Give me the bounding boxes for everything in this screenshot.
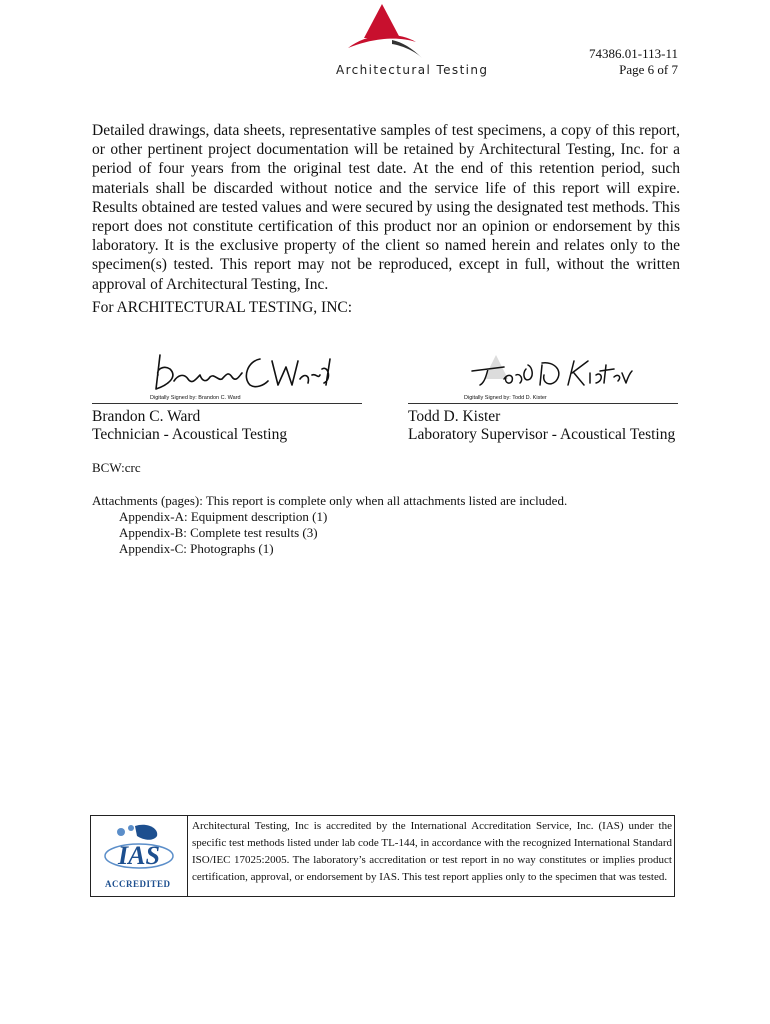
header-meta xyxy=(589,46,678,78)
attachments-section xyxy=(92,493,567,557)
company-name: Architectural Testing xyxy=(336,63,489,77)
report-number: 74386.01-113-11 xyxy=(589,46,678,61)
digital-signature-label: Digitally Signed by: Brandon C. Ward xyxy=(150,395,241,401)
signer-name: Brandon C. Ward xyxy=(92,408,201,425)
logo-swoosh-dark xyxy=(392,40,422,58)
handwritten-signature xyxy=(92,345,362,395)
ias-logo xyxy=(91,816,188,896)
page-indicator: Page 6 of 7 xyxy=(619,62,678,77)
signer-name: Todd D. Kister xyxy=(408,408,501,425)
accreditation-box xyxy=(90,815,675,897)
ias-logo-text: IAS xyxy=(118,841,160,870)
accreditation-statement: Architectural Testing, Inc is accredited by the International Accreditation Service, Inc. (IAS) under the specific test methods listed under lab code TL-144, in accordance with the recognized International Standard ISO/IEC 17025:2005. The laboratory’s accreditation or test report in no way constitutes or implies product certification, approval, or endorsement by IAS. This test report applies only to the specimen that was tested. xyxy=(192,820,672,883)
attachments-intro: Attachments (pages): This report is complete only when all attachments listed are included. xyxy=(92,493,568,508)
signature-area xyxy=(408,345,678,404)
digital-signature-label: Digitally Signed by: Todd D. Kister xyxy=(464,395,547,401)
appendix-item: Appendix-A: Equipment description (1) xyxy=(119,509,328,524)
signature-area xyxy=(92,345,362,404)
handwritten-signature xyxy=(408,345,678,395)
ias-logo-mark xyxy=(91,816,187,878)
signer-title: Laboratory Supervisor - Acoustical Testing xyxy=(408,426,676,443)
signature-block-kister xyxy=(408,345,678,444)
typist-initials: BCW:crc xyxy=(92,460,141,475)
for-company-line: For ARCHITECTURAL TESTING, INC: xyxy=(92,299,353,316)
appendix-item: Appendix-B: Complete test results (3) xyxy=(119,525,318,540)
logo-triangle xyxy=(364,4,400,38)
signature-block-ward xyxy=(92,345,362,444)
accredited-badge: ACCREDITED xyxy=(105,879,171,889)
appendix-item: Appendix-C: Photographs (1) xyxy=(119,541,274,556)
retention-paragraph: Detailed drawings, data sheets, representative samples of test specimens, a copy of this report, or other pertinent project documentation will be retained by Architectural Testing, Inc. for a period of four years from the original test date. At the end of this retention period, such materials shall be discarded without notice and the service life of this report will expire. Results obtained are tested values and were secured by using the designated test methods. This report does not constitute certification of this product nor an opinion or endorsement by this laboratory. It is the exclusive property of the client so named herein and relates only to the specimen(s) tested. This report may not be reproduced, except in full, without the written approval of Architectural Testing, Inc. xyxy=(92,122,680,293)
company-logo xyxy=(336,0,496,62)
signer-title: Technician - Acoustical Testing xyxy=(92,426,288,443)
